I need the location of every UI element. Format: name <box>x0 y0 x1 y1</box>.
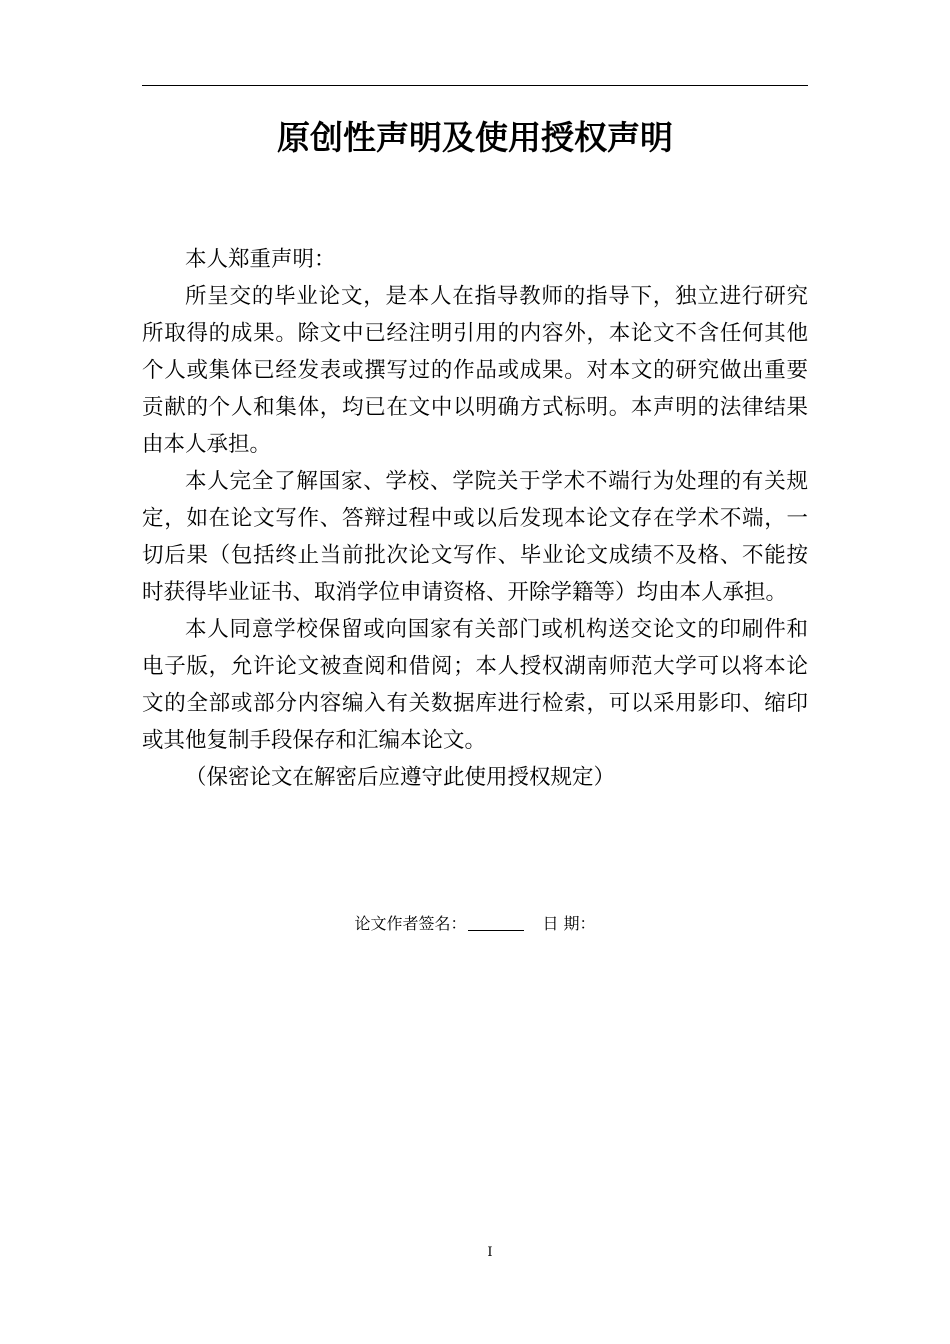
declaration-body <box>142 241 808 796</box>
paragraph-academic-misconduct: 本人完全了解国家、学校、学院关于学术不端行为处理的有关规定，如在论文写作、答辩过程中或以后发现本论文存在学术不端，一切后果（包括终止当前批次论文写作、毕业论文成绩不及格、不能按时获得毕业证书、取消学位申请资格、开除学籍等）均由本人承担。 <box>142 469 808 605</box>
paragraph-confidential-note: （保密论文在解密后应遵守此使用授权规定） <box>185 765 616 790</box>
author-signature-field[interactable] <box>468 914 524 931</box>
header-rule <box>142 85 808 86</box>
signature-line <box>142 912 808 936</box>
paragraph-originality: 所呈交的毕业论文，是本人在指导教师的指导下，独立进行研究所取得的成果。除文中已经注明引用的内容外，本论文不含任何其他个人或集体已经发表或撰写过的作品或成果。对本文的研究做出重要贡献的个人和集体，均已在文中以明确方式标明。本声明的法律结果由本人承担。 <box>142 284 808 457</box>
document-title: 原创性声明及使用授权声明 <box>277 118 673 157</box>
author-signature-label: 论文作者签名： <box>354 914 467 933</box>
paragraph-solemn-declaration: 本人郑重声明： <box>185 247 336 272</box>
date-label: 日 期： <box>542 914 596 933</box>
paragraph-authorization: 本人同意学校保留或向国家有关部门或机构送交论文的印刷件和电子版，允许论文被查阅和借阅；本人授权湖南师范大学可以将本论文的全部或部分内容编入有关数据库进行检索，可以采用影印、缩印或其他复制手段保存和汇编本论文。 <box>142 617 808 753</box>
page-number: I <box>487 1245 493 1260</box>
